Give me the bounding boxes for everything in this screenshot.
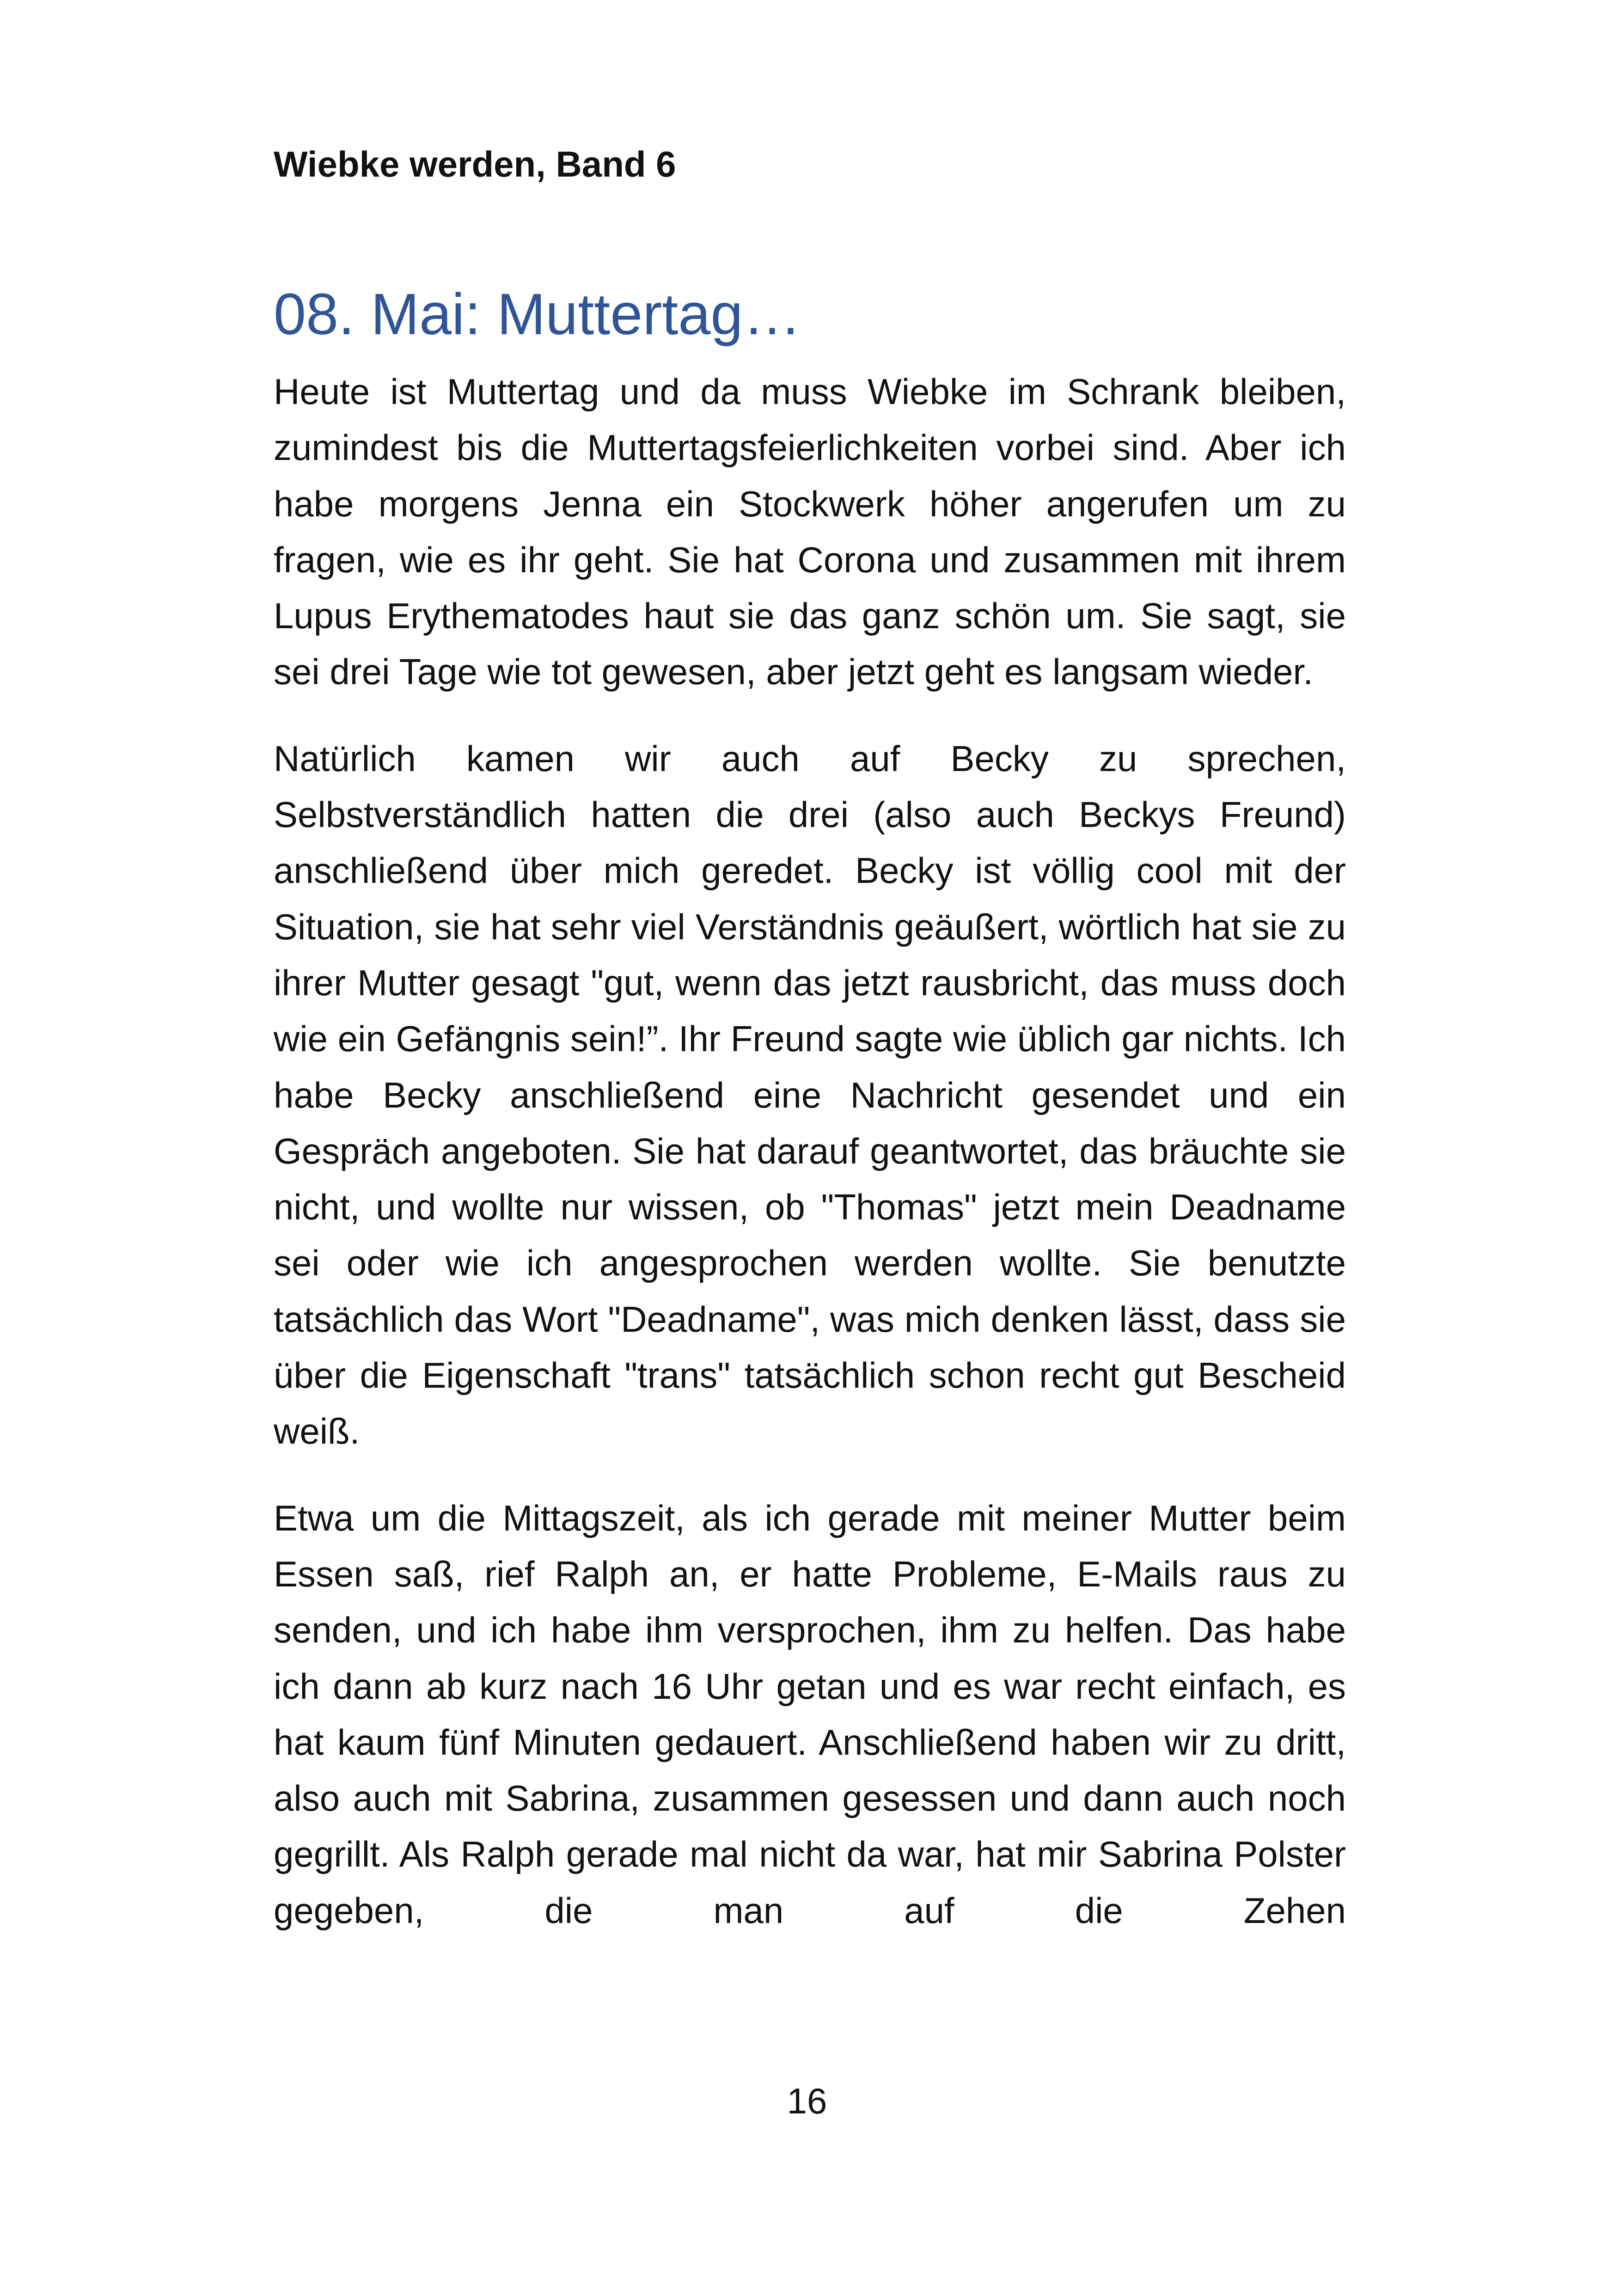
chapter-title: 08. Mai: Muttertag…	[274, 282, 801, 347]
running-header: Wiebke werden, Band 6	[274, 144, 676, 184]
paragraph-2: Natürlich kamen wir auch auf Becky zu sprechen, Selbstverständlich hatten die drei (also auch Beckys Freund) anschließend über mich geredet. Becky ist völlig cool mit der Situation, sie hat sehr viel Verständnis geäußert, wörtlich hat sie zu ihrer Mutter gesagt "gut, wenn das jetzt rausbricht, das muss doch wie ein Gefängnis sein!”. Ihr Freund sagte wie üblich gar nichts. Ich habe Becky anschließend eine Nachricht gesendet und ein Gespräch angeboten. Sie hat darauf geantwortet, das bräuchte sie nicht, und wollte nur wissen, ob "Thomas" jetzt mein Deadname sei oder wie ich angesprochen werden wollte. Sie benutzte tatsächlich das Wort "Deadname", was mich denken lässt, dass sie über die Eigenschaft "trans" tatsächlich schon recht gut Bescheid weiß.	[274, 738, 1346, 1452]
page-number: 16	[787, 2081, 827, 2121]
paragraph-3: Etwa um die Mittagszeit, als ich gerade mit meiner Mutter beim Essen saß, rief Ralph an, er hatte Probleme, E-Mails raus zu senden, und ich habe ihm versprochen, ihm zu helfen. Das habe ich dann ab kurz nach 16 Uhr getan und es war recht einfach, es hat kaum fünf Minuten gedauert. Anschließend haben wir zu dritt, also auch mit Sabrina, zusammen gesessen und dann auch noch gegrillt. Als Ralph gerade mal nicht da war, hat mir Sabrina Polster gegeben, die man auf die Zehen	[274, 1497, 1346, 1931]
page-body	[274, 275, 1346, 1939]
paragraph-1: Heute ist Muttertag und da muss Wiebke im Schrank bleiben, zumindest bis die Muttertagsfeierlichkeiten vorbei sind. Aber ich habe morgens Jenna ein Stockwerk höher angerufen um zu fragen, wie es ihr geht. Sie hat Corona und zusammen mit ihrem Lupus Erythematodes haut sie das ganz schön um. Sie sagt, sie sei drei Tage wie tot gewesen, aber jetzt geht es langsam wieder.	[274, 371, 1346, 692]
